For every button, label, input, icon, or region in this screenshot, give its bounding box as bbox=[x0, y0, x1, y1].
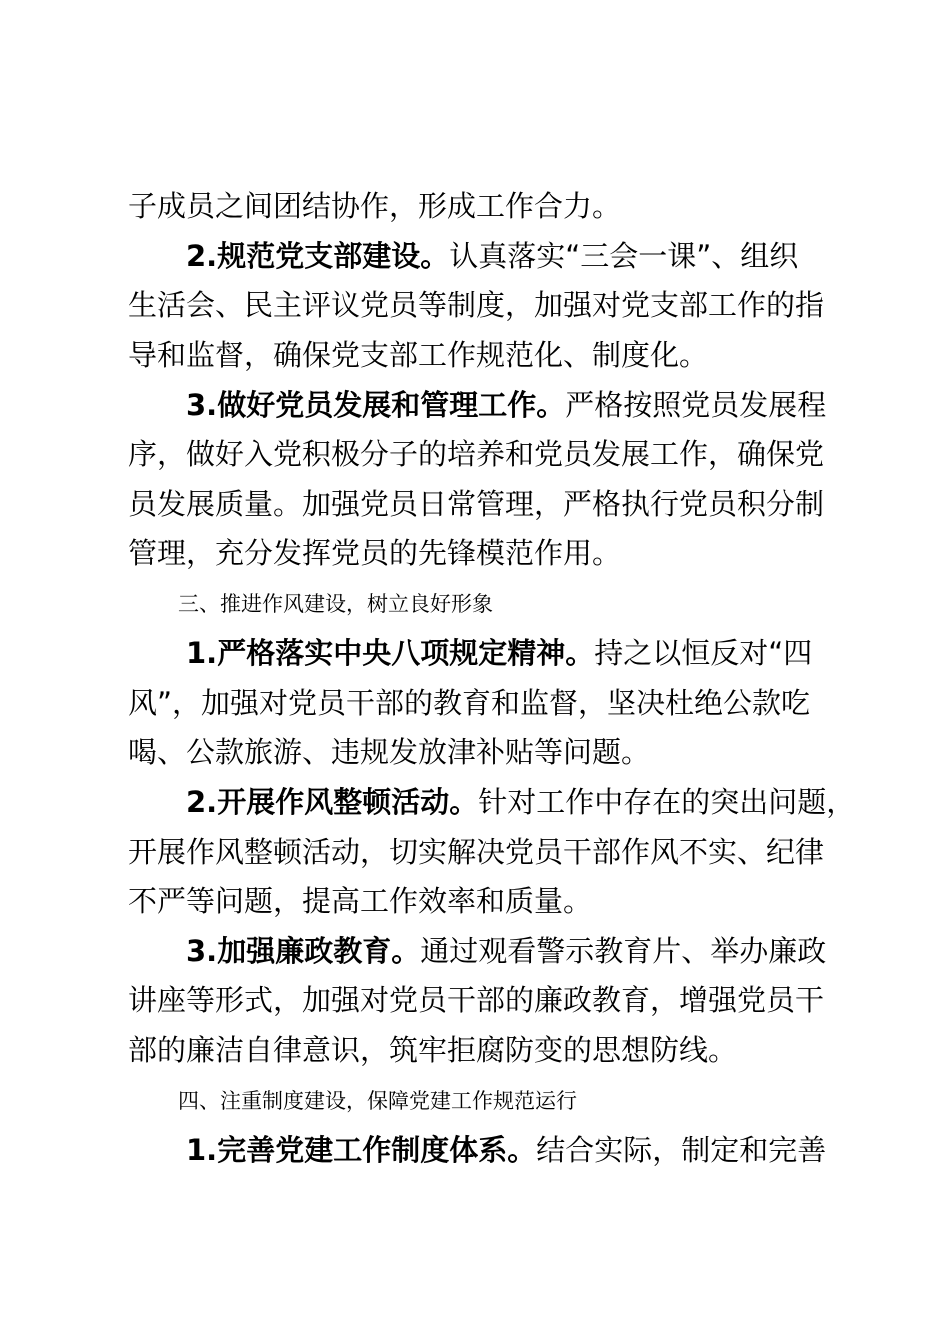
paragraph-line: 讲座等形式，加强对党员干部的廉政教育，增强党员干 bbox=[128, 983, 825, 1017]
paragraph-line: 导和监督，确保党支部工作规范化、制度化。 bbox=[128, 338, 709, 372]
item-title: 1.严格落实中央八项规定精神。 bbox=[186, 636, 595, 670]
item-title: 3.做好党员发展和管理工作。 bbox=[186, 388, 566, 422]
paragraph-line bbox=[186, 1130, 916, 1170]
item-text: 严格按照党员发展程 bbox=[565, 388, 827, 422]
paragraph-line: 喝、公款旅游、违规发放津补贴等问题。 bbox=[128, 735, 651, 769]
item-title: 1.完善党建工作制度体系。 bbox=[186, 1133, 537, 1167]
item-text: 结合实际，制定和完善 bbox=[536, 1133, 827, 1167]
paragraph-line bbox=[186, 385, 916, 425]
item-text: 针对工作中存在的突出问题， bbox=[478, 785, 856, 819]
paragraph-line bbox=[186, 782, 866, 822]
item-text: 通过观看警示教育片、举办廉政 bbox=[420, 934, 827, 968]
paragraph-line: 部的廉洁自律意识，筑牢拒腐防变的思想防线。 bbox=[128, 1033, 738, 1067]
paragraph-line: 不严等问题，提高工作效率和质量。 bbox=[128, 884, 593, 918]
paragraph-line bbox=[186, 633, 916, 673]
paragraph-line: 员发展质量。加强党员日常管理，严格执行党员积分制 bbox=[128, 487, 825, 521]
paragraph-line bbox=[186, 931, 916, 971]
section-heading: 四、注重制度建设，保障党建工作规范运行 bbox=[178, 1089, 577, 1113]
paragraph-line: 子成员之间团结协作，形成工作合力。 bbox=[128, 189, 622, 223]
item-text: 认真落实“三会一课”、组织 bbox=[449, 239, 799, 273]
item-title: 2.开展作风整顿活动。 bbox=[186, 785, 479, 819]
paragraph-line: 序，做好入党积极分子的培养和党员发展工作，确保党 bbox=[128, 437, 825, 471]
item-title: 2.规范党支部建设。 bbox=[186, 239, 450, 273]
paragraph-line bbox=[186, 236, 916, 276]
paragraph-line: 管理，充分发挥党员的先锋模范作用。 bbox=[128, 536, 622, 570]
paragraph-line: 生活会、民主评议党员等制度，加强对党支部工作的指 bbox=[128, 288, 825, 322]
item-text: 持之以恒反对“四 bbox=[594, 636, 813, 670]
item-title: 3.加强廉政教育。 bbox=[186, 934, 421, 968]
section-heading: 三、推进作风建设，树立良好形象 bbox=[178, 592, 493, 616]
paragraph-line: 风”，加强对党员干部的教育和监督，坚决杜绝公款吃 bbox=[128, 686, 811, 720]
paragraph-line: 开展作风整顿活动，切实解决党员干部作风不实、纪律 bbox=[128, 835, 825, 869]
